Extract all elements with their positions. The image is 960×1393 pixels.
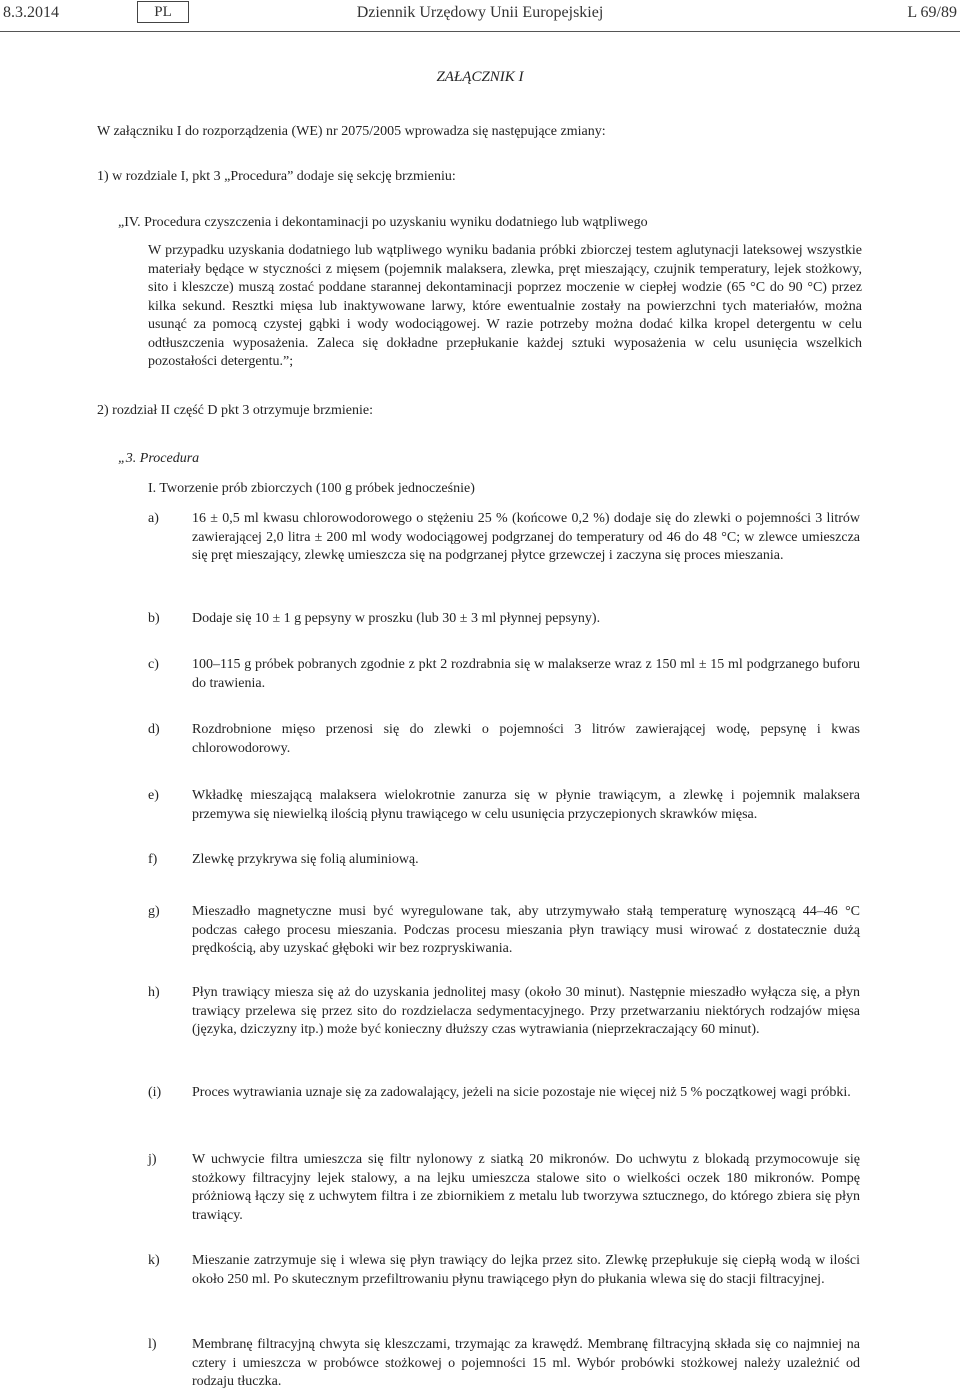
intro-text: W załączniku I do rozporządzenia (WE) nr 2075/2005 wprowadza się następujące zmiany: — [97, 124, 606, 139]
section-iv-paragraph: W przypadku uzyskania dodatniego lub wątpliwego wyniku badania próbki zbiorczej testem aglutynacji lateksowej wszystkie materiały będące w styczności z mięsem (pojemnik malaksera, zlewka, pręt mieszający, czujnik temperatury, lejek stożkowy, sito i kleszcze) muszą zostać poddane starannej dekontaminacji poprzez moczenie w ciepłej wodzie (65 °C do 90 °C) przez kilka sekund. Resztki mięsa lub inaktywowane larwy, które ewentualnie zostały na powierzchni tych materiałów, można usunąć za pomocą czystej gąbki i wody wodociągowej. W razie potrzeby można dodać kilka kropel detergentu w celu odtłuszczenia wyposażenia. Zaleca się dokładne przepłukanie każdej sztuki wyposażenia w celu usunięcia wszelkich pozostałości detergentu.”; — [148, 243, 862, 369]
item-label: (i) — [148, 1085, 162, 1100]
page-number: L 69/89 — [907, 4, 957, 21]
list-item — [148, 510, 860, 566]
item-text: Membranę filtracyjną chwyta się kleszczami, trzymając za krawędź. Membranę filtracyjną składa się co najmniej na cztery i umieszcza w probówce stożkowej o pojemności 15 ml. Wybór probówki stożkowej należy uzależnić od rodzaju tłuczka. — [192, 1337, 860, 1389]
list-item — [148, 610, 860, 629]
list-item — [148, 721, 860, 758]
list-item — [148, 903, 860, 959]
item-text: Rozdrobnione mięso przenosi się do zlewki o pojemności 3 litrów zawierającej wodę, pepsynę i kwas chlorowodorowy. — [192, 722, 860, 756]
list-item — [148, 851, 860, 870]
item-text: Mieszanie zatrzymuje się i wlewa się płyn trawiący do lejka przez sito. Zlewkę przepłukuje się ciepłą wodą w ilości około 250 ml. Po skutecznym przefiltrowaniu płynu trawiącego płyn do płukania wlewa się do stacji filtracyjnej. — [192, 1253, 860, 1287]
language-badge: PL — [137, 1, 189, 23]
item-label: d) — [148, 722, 160, 737]
item-label: k) — [148, 1253, 160, 1268]
subsection-i-heading: I. Tworzenie prób zbiorczych (100 g próbek jednocześnie) — [148, 481, 475, 496]
item-text: Dodaje się 10 ± 1 g pepsyny w proszku (lub 30 ± 3 ml płynnej pepsyny). — [192, 611, 601, 626]
item-text: Mieszadło magnetyczne musi być wyregulowane tak, aby utrzymywało stałą temperaturę wynoszącą 44–46 °C podczas całego procesu mieszania. Podczas procesu mieszania płyn trawiący musi wirować z dostatecznie dużą prędkością, aby uzyskać głęboki wir bez rozpryskiwania. — [192, 904, 860, 956]
item-text: Wkładkę mieszającą malaksera wielokrotnie zanurza się w płynie trawiącym, a zlewkę i pojemnik malaksera przemywa się niewielką ilością płynu trawiącego w celu usunięcia przyczepionych skrawków mięsa. — [192, 788, 860, 822]
item-text: Zlewkę przykrywa się folią aluminiową. — [192, 852, 419, 867]
item-label: a) — [148, 511, 159, 526]
procedure-title: „3. Procedura — [118, 451, 200, 466]
item-label: h) — [148, 985, 160, 1000]
item-text: 100–115 g próbek pobranych zgodnie z pkt 2 rozdrabnia się w malakserze wraz z 150 ml ± 15 ml podgrzanego buforu do trawienia. — [192, 657, 860, 691]
point-1: 1) w rozdziale I, pkt 3 „Procedura” dodaje się sekcję brzmieniu: — [97, 169, 456, 184]
list-item — [148, 1151, 860, 1225]
section-iv-heading: „IV. Procedura czyszczenia i dekontaminacji po uzyskaniu wyniku dodatniego lub wątpliwego — [118, 215, 648, 230]
item-text: Płyn trawiący miesza się aż do uzyskania jednolitej masy (około 30 minut). Następnie mieszadło wyłącza się, a płyn trawiący przelewa się przez sito do rozdzielacza sedymentacyjnego. Przy przetwarzaniu niektórych rodzajów mięsa (języka, dziczyzny itp.) może być konieczny dłuższy czas wytrawiania (nieprzekraczający 60 minut). — [192, 985, 860, 1037]
journal-title: Dziennik Urzędowy Unii Europejskiej — [356, 4, 604, 21]
point-2: 2) rozdział II część D pkt 3 otrzymuje brzmienie: — [97, 403, 373, 418]
item-text: Proces wytrawiania uznaje się za zadowalający, jeżeli na sicie pozostaje nie więcej niż 5 % początkowej wagi próbki. — [192, 1085, 851, 1100]
item-label: f) — [148, 852, 158, 867]
list-item — [148, 1084, 860, 1103]
publication-date: 8.3.2014 — [3, 4, 59, 21]
list-item — [148, 656, 860, 693]
item-label: g) — [148, 904, 160, 919]
annex-title: ZAŁĄCZNIK I — [436, 69, 524, 85]
item-label: e) — [148, 788, 159, 803]
header-divider — [0, 31, 960, 32]
list-item — [148, 1252, 860, 1289]
page-header — [0, 0, 960, 28]
item-label: l) — [148, 1337, 157, 1352]
item-label: b) — [148, 611, 160, 626]
list-item — [148, 984, 860, 1040]
list-item — [148, 1336, 860, 1392]
list-item — [148, 787, 860, 824]
item-label: j) — [148, 1152, 157, 1167]
item-text: 16 ± 0,5 ml kwasu chlorowodorowego o stężeniu 25 % (końcowe 0,2 %) dodaje się do zlewki o pojemności 3 litrów zawierającej 2,0 litra ± 200 ml wody wodociągowej podgrzanej do temperatury od 46 do 48 °C; w zlewce umieszcza się pręt mieszający, zlewkę umieszcza się na podgrzanej płytce grzewczej i zaczyna się proces mieszania. — [192, 511, 860, 563]
item-text: W uchwycie filtra umieszcza się filtr nylonowy z siatką 20 mikronów. Do uchwytu z blokadą przymocowuje się stożkowy filtracyjny lejek stalowy, a na lejku umieszcza stalowe sito o wielkości oczek 180 mikronów. Pompę próżniową łączy się z uchwytem filtra i ze zbiornikiem z metalu lub tworzywa sztucznego, do którego zbiera się płyn trawiący. — [192, 1152, 860, 1223]
item-label: c) — [148, 657, 159, 672]
